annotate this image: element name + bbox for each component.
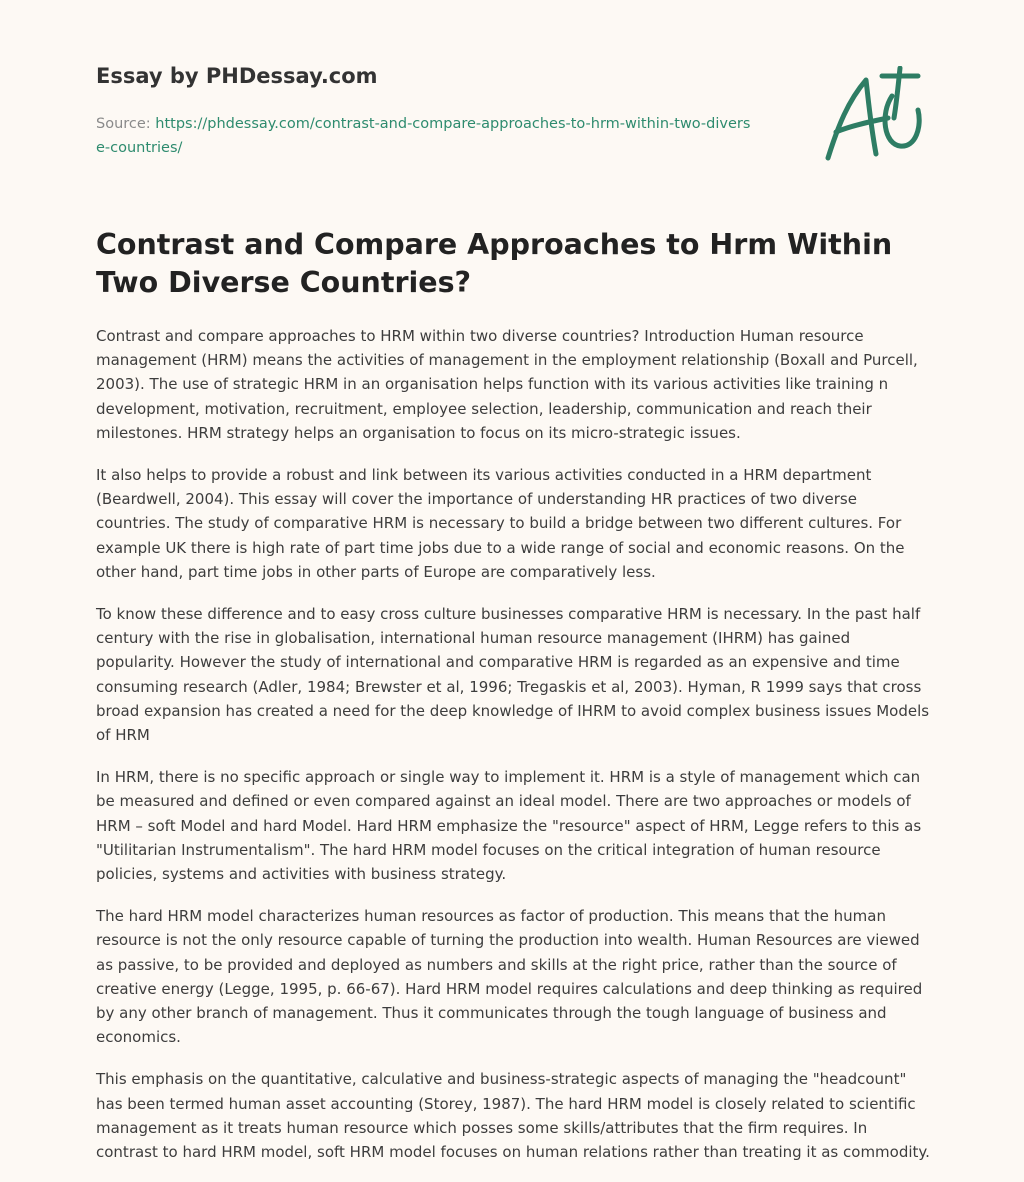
a-plus-grade-icon — [818, 66, 928, 166]
source-line — [96, 112, 756, 160]
source-link[interactable]: https://phdessay.com/contrast-and-compare-approaches-to-hrm-within-two-diverse-countries/ — [96, 116, 751, 156]
essay-paragraph: The hard HRM model characterizes human resources as factor of production. This means that the human resource is not the only resource capable of turning the production into wealth. Human Resources are viewed as passive, to be provided and deployed as numbers and skills at the right price, rather than the source of creative energy (Legge, 1995, p. 66-67). Hard HRM model requires calculations and deep thinking as required by any other branch of management. Thus it communicates through the tough language of business and economics. — [96, 907, 923, 1047]
essay-title: Contrast and Compare Approaches to Hrm Within Two Diverse Countries? — [96, 228, 893, 299]
essay-paragraph: It also helps to provide a robust and link between its various activities conducted in a HRM department (Beardwell, 2004). This essay will cover the importance of understanding HR practices of two diverse countries. The study of comparative HRM is necessary to build a bridge between two different cultures. For example UK there is high rate of part time jobs due to a wide range of social and economic reasons. On the other hand, part time jobs in other parts of Europe are comparatively less. — [96, 466, 905, 581]
essay-paragraph: This emphasis on the quantitative, calculative and business-strategic aspects of managing the "headcount" has been termed human asset accounting (Storey, 1987). The hard HRM model is closely related to scientific management as it treats human resource which posses some skills/attributes that the firm requires. In contrast to hard HRM model, soft HRM model focuses on human relations rather than treating it as commodity. — [96, 1070, 930, 1162]
essay-paragraph: To know these difference and to easy cross culture businesses comparative HRM is necessary. In the past half century with the rise in globalisation, international human resource management (IHRM) has gained popularity. However the study of international and comparative HRM is regarded as an expensive and time consuming research (Adler, 1984; Brewster et al, 1996; Tregaskis et al, 2003). Hyman, R 1999 says that cross broad expansion has created a need for the deep knowledge of IHRM to avoid complex business issues Models of HRM — [96, 605, 930, 745]
site-brand: Essay by PHDessay.com — [96, 64, 378, 88]
essay-paragraph: Contrast and compare approaches to HRM within two diverse countries? Introduction Human resource management (HRM) means the activities of management in the employment relationship (Boxall and Purcell, 2003). The use of strategic HRM in an organisation helps function with its various activities like training n development, motivation, recruitment, employee selection, leadership, communication and reach their milestones. HRM strategy helps an organisation to focus on its micro-strategic issues. — [96, 327, 918, 442]
essay-paragraph: In HRM, there is no specific approach or single way to implement it. HRM is a style of management which can be measured and defined or even compared against an ideal model. There are two approaches or models of HRM – soft Model and hard Model. Hard HRM emphasize the "resource" aspect of HRM, Legge refers to this as "Utilitarian Instrumentalism". The hard HRM model focuses on the critical integration of human resource policies, systems and activities with business strategy. — [96, 768, 922, 884]
essay-body — [96, 324, 930, 1182]
source-label: Source: — [96, 116, 156, 132]
